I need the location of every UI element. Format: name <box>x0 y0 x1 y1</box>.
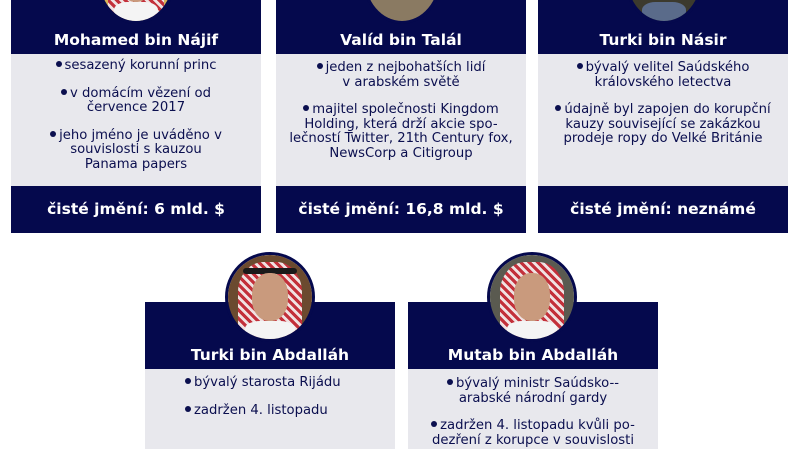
portrait-photo <box>362 0 442 24</box>
profile-facts <box>145 369 395 449</box>
fact-item: zadržen 4. listopadu kvůli po-dezření z korupce v souvislosti <box>432 418 635 448</box>
profile-card-mohamed-bin-najif <box>11 0 261 233</box>
bullet-icon <box>185 378 191 384</box>
bullet-icon <box>431 421 437 427</box>
bullet-icon <box>577 63 583 69</box>
fact-item: jeden z nejbohatších lidí v arabském světě <box>284 61 518 90</box>
profile-name: Valíd bin Talál <box>340 31 462 49</box>
profile-card-turki-bin-nasir <box>538 0 788 233</box>
profile-name: Mohamed bin Nájif <box>53 31 219 49</box>
net-worth: čisté jmění: neznámé <box>570 200 756 218</box>
portrait-photo <box>96 0 176 24</box>
bullet-icon <box>303 105 309 111</box>
fact-item: bývalý velitel Saúdského královského letectva <box>550 61 776 90</box>
profile-name: Mutab bin Abdalláh <box>447 346 619 364</box>
bullet-icon <box>50 131 56 137</box>
portrait-photo <box>225 252 315 342</box>
net-worth-bar <box>276 186 526 233</box>
net-worth: čisté jmění: 6 mld. $ <box>47 200 225 218</box>
portrait-photo <box>487 252 577 342</box>
fact-item: údajně byl zapojen do korupční kauzy související se zakázkou prodeje ropy do Velké Británie <box>550 103 776 147</box>
profile-card-valid-bin-talal <box>276 0 526 233</box>
net-worth-bar <box>11 186 261 233</box>
fact-item: jeho jméno je uváděno v souvislosti s kauzou Panama papers <box>33 129 239 173</box>
bullet-icon <box>317 63 323 69</box>
fact-item: zadržen 4. listopadu <box>175 404 365 419</box>
fact-item: bývalý ministr Saúdsko--arabské národní gardy <box>418 377 648 406</box>
bullet-icon <box>555 105 561 111</box>
profile-facts <box>408 369 658 449</box>
profile-name: Turki bin Násir <box>599 31 727 49</box>
bullet-icon <box>56 61 62 67</box>
net-worth: čisté jmění: 16,8 mld. $ <box>298 200 504 218</box>
bullet-icon <box>185 406 191 412</box>
portrait-photo <box>624 0 704 24</box>
bullet-icon <box>447 379 453 385</box>
profile-facts <box>538 54 788 186</box>
fact-item: majitel společnosti Kingdom Holding, která drží akcie spo-lečností Twitter, 21th Century fox, NewsCorp a Citigroup <box>289 102 513 161</box>
bullet-icon <box>61 89 67 95</box>
fact-item: v domácím vězení od července 2017 <box>33 87 239 116</box>
fact-item: sesazený korunní princ <box>33 59 239 74</box>
net-worth-bar <box>538 186 788 233</box>
profile-facts <box>11 54 261 186</box>
profile-name: Turki bin Abdalláh <box>190 346 350 364</box>
fact-item: bývalý starosta Rijádu <box>175 376 365 391</box>
profile-facts <box>276 54 526 186</box>
